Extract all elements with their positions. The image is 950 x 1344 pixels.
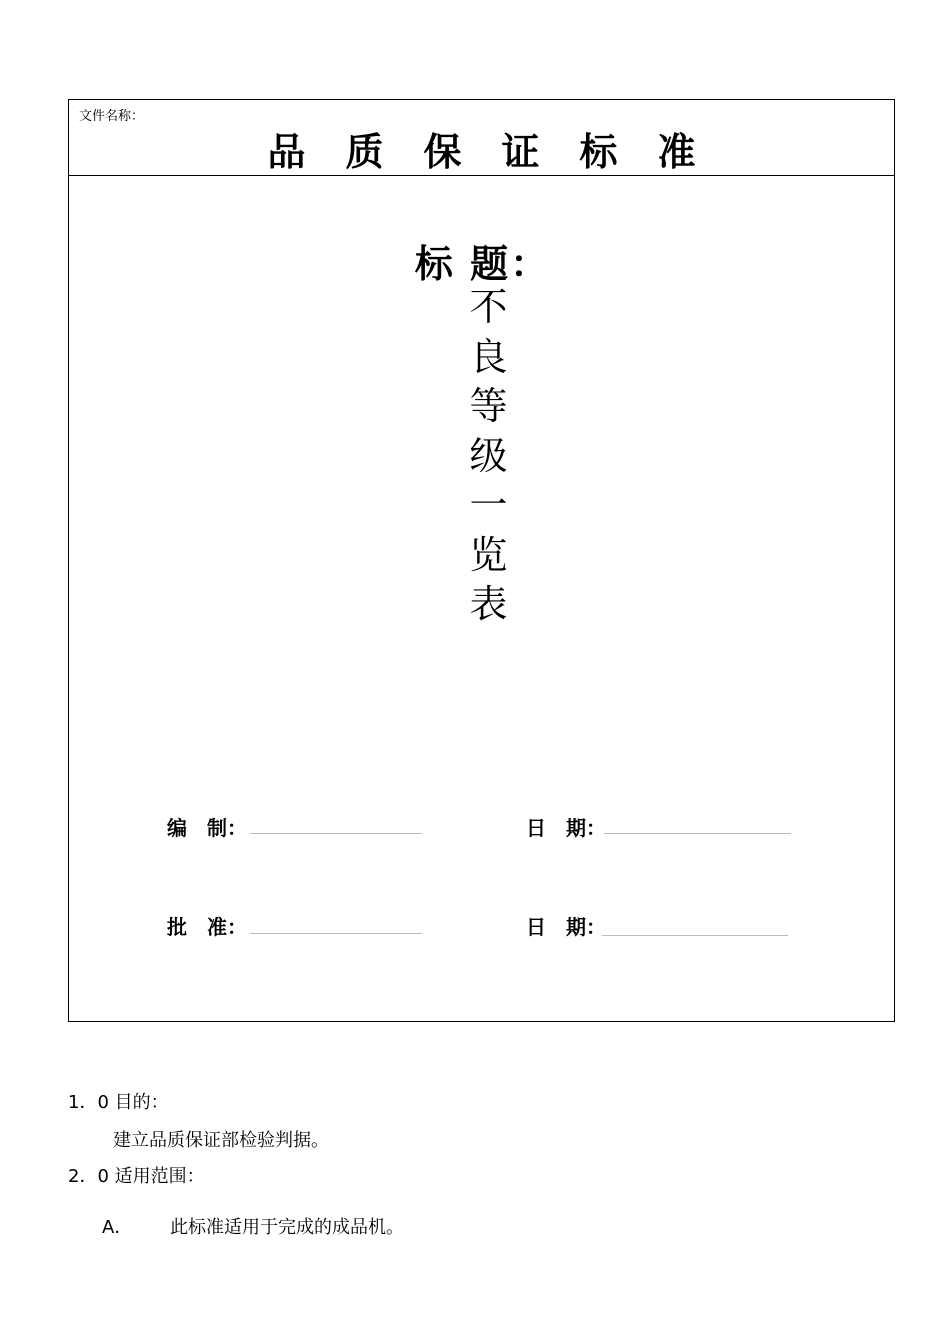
approved-row bbox=[69, 911, 894, 941]
subject-title-char: 览 bbox=[469, 532, 508, 577]
prepared-row bbox=[69, 812, 894, 842]
file-name-label: 文件名称： bbox=[79, 109, 145, 124]
approved-by-field[interactable] bbox=[250, 933, 422, 934]
subject-title-char: 良 bbox=[469, 334, 508, 379]
document-frame bbox=[68, 99, 895, 1022]
subject-title bbox=[69, 283, 894, 630]
document-title: 品质保证标准 bbox=[267, 129, 736, 174]
prepared-date-label: 日 期： bbox=[526, 816, 606, 840]
section-2-item-a-text: 此标准适用于完成的成品机。 bbox=[170, 1217, 404, 1238]
subject-label: 标 题： bbox=[414, 241, 551, 286]
prepared-date-field[interactable] bbox=[604, 833, 791, 834]
subject-title-char: 不 bbox=[469, 285, 508, 329]
prepared-by-label: 编 制： bbox=[167, 816, 247, 840]
section-2-item-a-marker: A． bbox=[102, 1217, 133, 1238]
section-1-heading: 1．0 目的： bbox=[68, 1092, 169, 1113]
section-2-heading: 2．0 适用范围： bbox=[68, 1166, 205, 1187]
prepared-by-field[interactable] bbox=[250, 833, 422, 834]
subject-title-char: 一 bbox=[469, 483, 508, 527]
header-row bbox=[69, 100, 894, 176]
approved-date-field[interactable] bbox=[602, 935, 788, 936]
subject-title-char: 表 bbox=[469, 582, 508, 626]
subject-title-char: 级 bbox=[469, 433, 508, 478]
section-1-text: 建立品质保证部检验判据。 bbox=[113, 1130, 329, 1151]
subject-title-char: 等 bbox=[469, 384, 508, 428]
approved-by-label: 批 准： bbox=[167, 915, 247, 939]
approved-date-label: 日 期： bbox=[526, 915, 606, 939]
